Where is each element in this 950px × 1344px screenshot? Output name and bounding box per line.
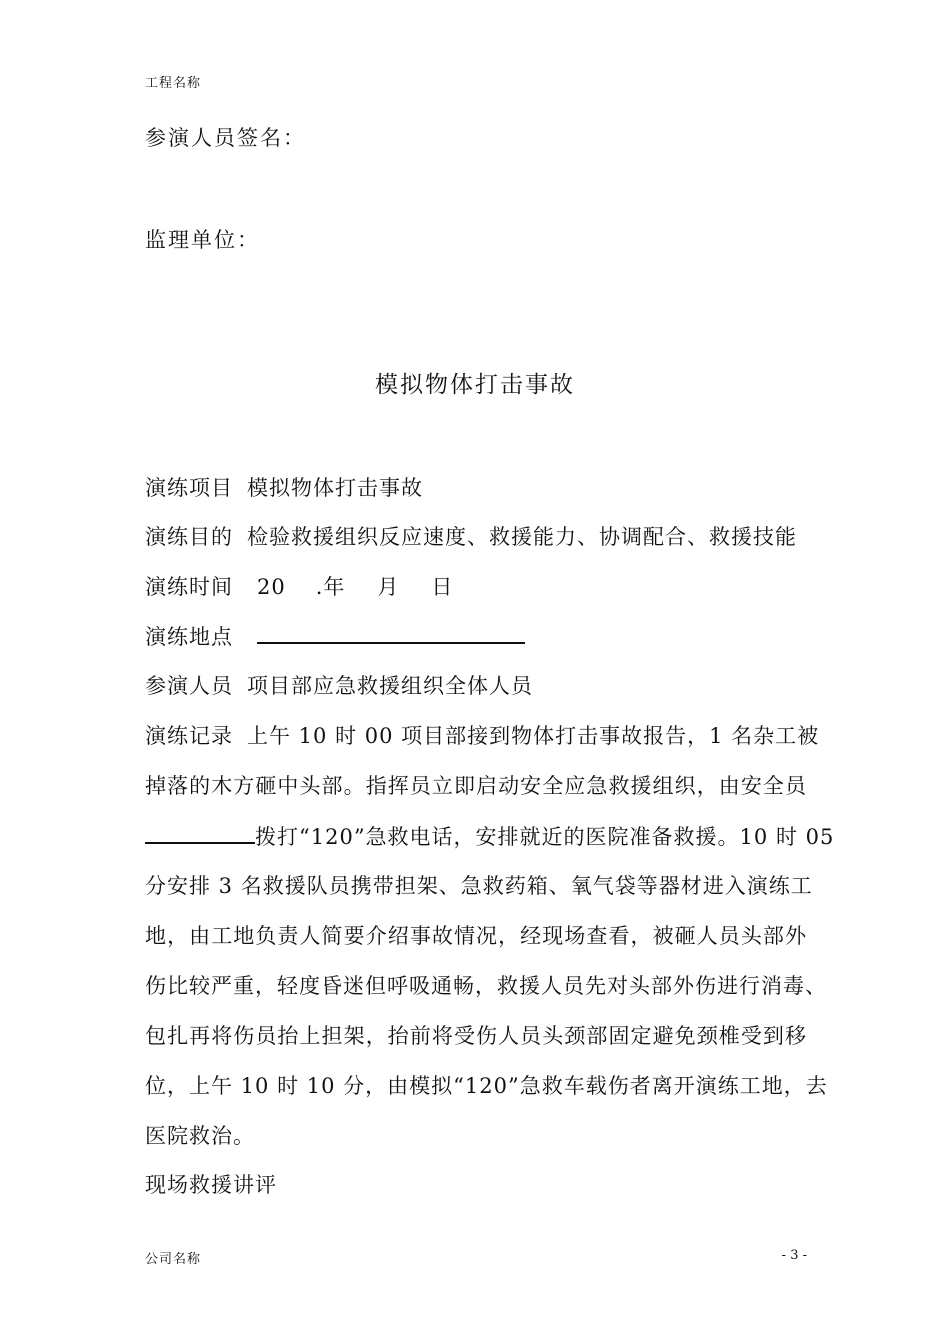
field-time-month: 月 <box>377 575 400 599</box>
field-project <box>145 472 423 502</box>
field-participants <box>145 670 533 700</box>
record-line-5: 地，由工地负责人简要介绍事故情况，经现场查看，被砸人员头部外 <box>145 924 807 948</box>
record-line-8: 位，上午 10 时 10 分，由模拟“120”急救车载伤者离开演练工地，去 <box>145 1074 828 1098</box>
field-time <box>145 571 453 601</box>
field-participants-label: 参演人员 <box>145 674 233 698</box>
field-purpose <box>145 521 797 551</box>
header-project-name: 工程名称 <box>145 76 202 91</box>
field-time-label: 演练时间 <box>145 575 233 599</box>
record-line-9: 医院救治。 <box>145 1124 255 1148</box>
participants-signature-label: 参演人员签名： <box>145 126 306 150</box>
safety-officer-blank-line <box>145 820 255 844</box>
footer-company-name: 公司名称 <box>145 1252 202 1267</box>
record-line-1 <box>145 720 820 750</box>
record-text-1: 上午 10 时 00 项目部接到物体打击事故报告，1 名杂工被 <box>247 724 820 748</box>
field-participants-value: 项目部应急救援组织全体人员 <box>247 674 533 698</box>
field-purpose-label: 演练目的 <box>145 525 233 549</box>
record-line-6: 伤比较严重，轻度昏迷但呼吸通畅，救援人员先对头部外伤进行消毒、 <box>145 974 827 998</box>
field-location-label: 演练地点 <box>145 625 233 649</box>
document-title: 模拟物体打击事故 <box>375 372 575 398</box>
field-review-label: 现场救援讲评 <box>145 1173 277 1197</box>
footer-page-number: - 3 - <box>781 1248 807 1263</box>
record-line-3 <box>145 820 835 851</box>
field-location <box>145 620 525 651</box>
field-project-label: 演练项目 <box>145 476 233 500</box>
record-text-3: 拨打“120”急救电话，安排就近的医院准备救援。10 时 05 <box>255 825 835 849</box>
field-time-year: .年 <box>315 575 346 599</box>
field-record-label: 演练记录 <box>145 724 233 748</box>
field-project-value: 模拟物体打击事故 <box>247 476 423 500</box>
record-line-2: 掉落的木方砸中头部。指挥员立即启动安全应急救援组织，由安全员 <box>145 774 807 798</box>
record-line-4: 分安排 3 名救援队员携带担架、急救药箱、氧气袋等器材进入演练工 <box>145 874 813 898</box>
field-purpose-value: 检验救援组织反应速度、救援能力、协调配合、救援技能 <box>247 525 797 549</box>
record-line-7: 包扎再将伤员抬上担架，抬前将受伤人员头颈部固定避免颈椎受到移 <box>145 1024 807 1048</box>
field-time-day: 日 <box>431 575 454 599</box>
field-time-year-prefix: 20 <box>257 575 286 599</box>
location-blank-line <box>257 620 525 644</box>
supervisor-unit-label: 监理单位： <box>145 228 260 252</box>
